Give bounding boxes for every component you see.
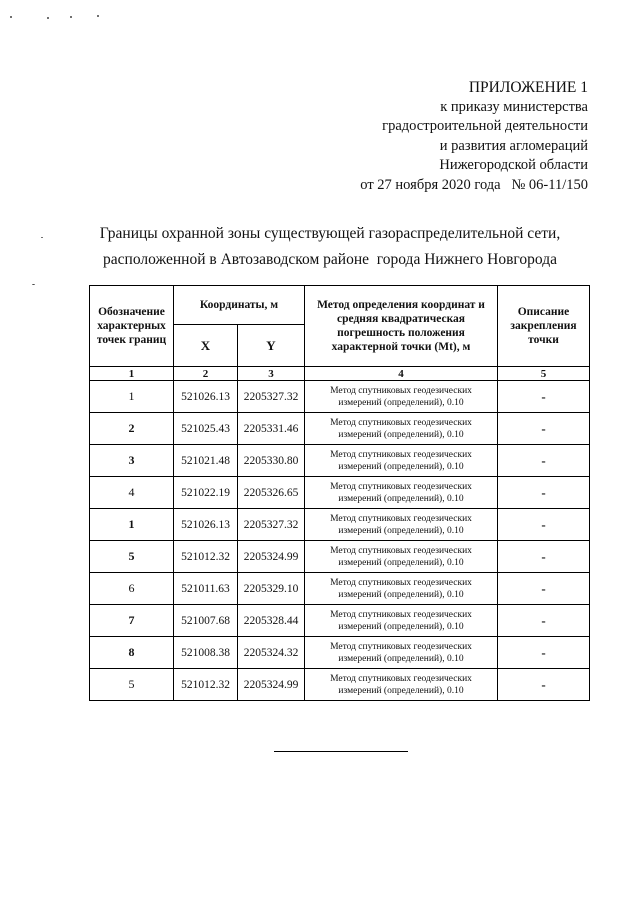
description-cell: - <box>498 605 590 637</box>
point-label: 7 <box>90 605 174 637</box>
description-cell: - <box>498 381 590 413</box>
coord-x: 521007.68 <box>174 605 238 637</box>
method-cell: Метод спутниковых геодезических измерений (определений), 0.10 <box>305 637 498 669</box>
column-number: 4 <box>305 367 498 381</box>
table-row <box>90 477 590 509</box>
point-label: 5 <box>90 541 174 573</box>
coord-y: 2205330.80 <box>238 445 305 477</box>
appendix-header <box>360 78 588 195</box>
coord-x: 521012.32 <box>174 541 238 573</box>
point-label: 1 <box>90 509 174 541</box>
description-cell: - <box>498 637 590 669</box>
coord-x: 521008.38 <box>174 637 238 669</box>
method-cell: Метод спутниковых геодезических измерений (определений), 0.10 <box>305 477 498 509</box>
column-number: 5 <box>498 367 590 381</box>
coord-x: 521025.43 <box>174 413 238 445</box>
table-row <box>90 413 590 445</box>
col-header-point: Обозначение характерных точек границ <box>90 286 174 367</box>
description-cell: - <box>498 413 590 445</box>
table-row <box>90 669 590 701</box>
point-label: 2 <box>90 413 174 445</box>
table-row <box>90 381 590 413</box>
coord-y: 2205331.46 <box>238 413 305 445</box>
scan-speck <box>97 15 99 17</box>
title-line: расположенной в Автозаводском районе города Нижнего Новгорода <box>103 251 557 268</box>
method-cell: Метод спутниковых геодезических измерений (определений), 0.10 <box>305 381 498 413</box>
scan-speck <box>47 17 49 19</box>
document-title <box>40 221 620 273</box>
header-line: к приказу министерства <box>440 98 588 115</box>
table-row <box>90 445 590 477</box>
point-label: 6 <box>90 573 174 605</box>
appendix-number: ПРИЛОЖЕНИЕ 1 <box>468 79 588 96</box>
method-cell: Метод спутниковых геодезических измерений (определений), 0.10 <box>305 573 498 605</box>
coord-y: 2205327.32 <box>238 381 305 413</box>
description-cell: - <box>498 541 590 573</box>
column-numbers-row <box>90 367 590 381</box>
col-header-y: Y <box>238 325 305 367</box>
coordinates-table <box>89 285 590 701</box>
coord-y: 2205329.10 <box>238 573 305 605</box>
point-label: 3 <box>90 445 174 477</box>
coord-x: 521012.32 <box>174 669 238 701</box>
column-number: 3 <box>238 367 305 381</box>
col-header-coordinates: Координаты, м <box>174 286 305 325</box>
column-number: 2 <box>174 367 238 381</box>
scan-speck <box>10 16 12 18</box>
method-cell: Метод спутниковых геодезических измерений (определений), 0.10 <box>305 413 498 445</box>
point-label: 4 <box>90 477 174 509</box>
order-date-number: от 27 ноября 2020 года № 06-11/150 <box>360 176 588 193</box>
table-row <box>90 573 590 605</box>
table-row <box>90 541 590 573</box>
coord-x: 521011.63 <box>174 573 238 605</box>
scan-speck <box>70 16 72 18</box>
header-line: и развития агломераций <box>439 137 588 154</box>
table-row <box>90 605 590 637</box>
description-cell: - <box>498 669 590 701</box>
column-number: 1 <box>90 367 174 381</box>
method-cell: Метод спутниковых геодезических измерений (определений), 0.10 <box>305 445 498 477</box>
coord-y: 2205324.99 <box>238 541 305 573</box>
coord-x: 521026.13 <box>174 381 238 413</box>
point-label: 8 <box>90 637 174 669</box>
header-line: градостроительной деятельности <box>382 118 588 134</box>
coord-y: 2205327.32 <box>238 509 305 541</box>
header-line: Нижегородской области <box>439 157 588 173</box>
method-cell: Метод спутниковых геодезических измерений (определений), 0.10 <box>305 669 498 701</box>
description-cell: - <box>498 477 590 509</box>
scan-speck <box>32 284 35 285</box>
closing-rule <box>274 751 408 752</box>
coord-x: 521026.13 <box>174 509 238 541</box>
coord-x: 521022.19 <box>174 477 238 509</box>
col-header-description: Описание закрепления точки <box>498 286 590 367</box>
description-cell: - <box>498 445 590 477</box>
coord-y: 2205324.99 <box>238 669 305 701</box>
coord-y: 2205326.65 <box>238 477 305 509</box>
description-cell: - <box>498 509 590 541</box>
coord-y: 2205328.44 <box>238 605 305 637</box>
point-label: 1 <box>90 381 174 413</box>
method-cell: Метод спутниковых геодезических измерений (определений), 0.10 <box>305 541 498 573</box>
col-header-x: X <box>174 325 238 367</box>
method-cell: Метод спутниковых геодезических измерений (определений), 0.10 <box>305 509 498 541</box>
coord-y: 2205324.32 <box>238 637 305 669</box>
title-line: Границы охранной зоны существующей газораспределительной сети, <box>99 225 561 242</box>
point-label: 5 <box>90 669 174 701</box>
table-row <box>90 637 590 669</box>
table-row <box>90 509 590 541</box>
method-cell: Метод спутниковых геодезических измерений (определений), 0.10 <box>305 605 498 637</box>
description-cell: - <box>498 573 590 605</box>
col-header-method: Метод определения координат и средняя квадратическая погрешность положения характерной точки (Mt), м <box>305 286 498 367</box>
table-header-row <box>90 286 590 325</box>
coord-x: 521021.48 <box>174 445 238 477</box>
